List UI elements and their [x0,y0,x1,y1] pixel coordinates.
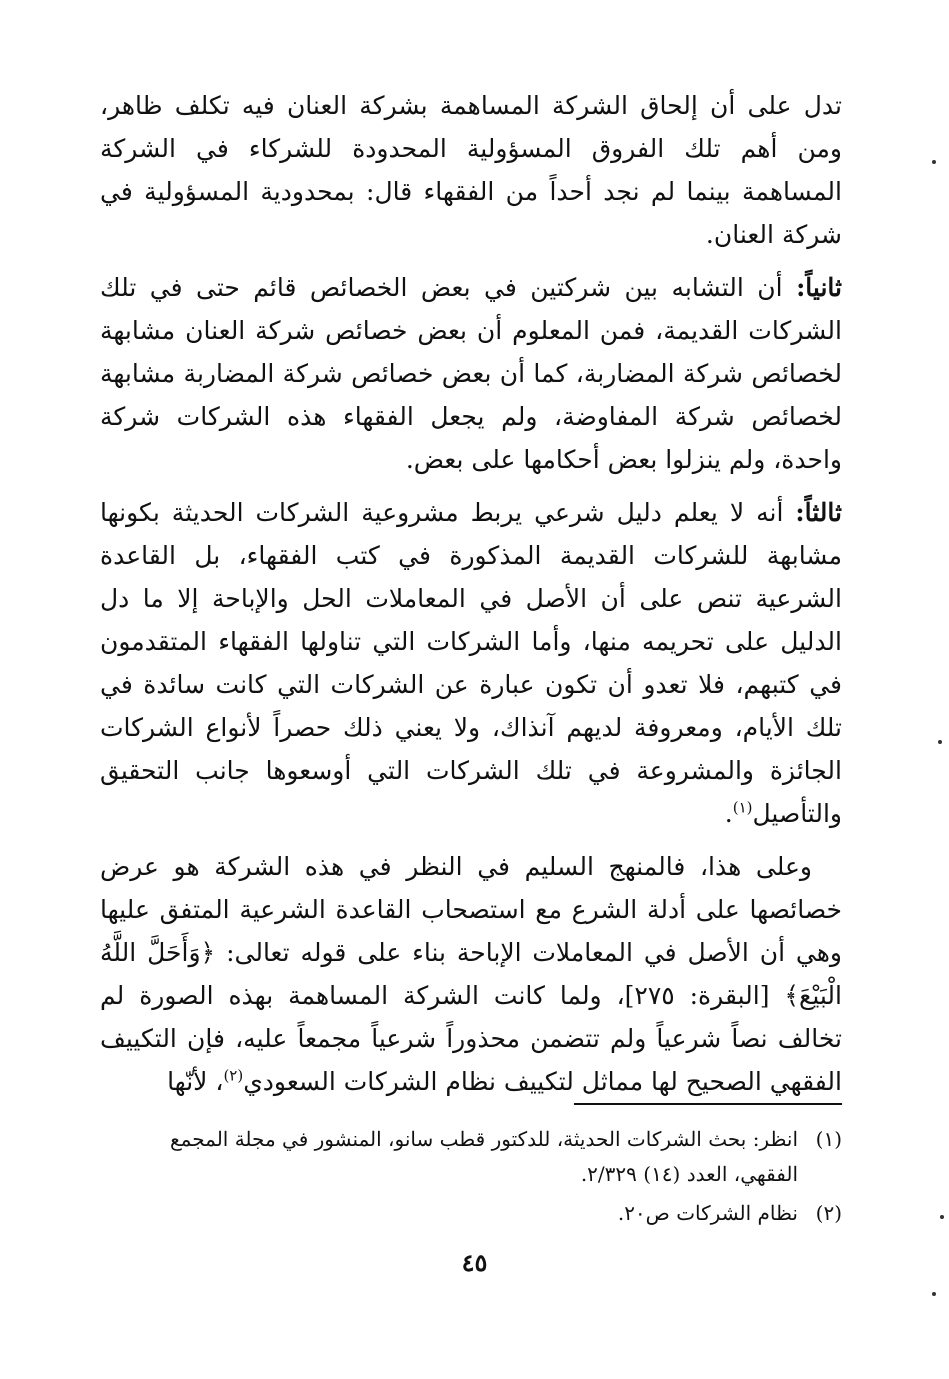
scan-speck [938,740,942,744]
footnote-2-text: نظام الشركات ص٢٠. [617,1201,798,1225]
paragraph-1-text: تدل على أن إلحاق الشركة المساهمة بشركة العنان فيه تكلف ظاهر، ومن أهم تلك الفروق المسؤولية المحدودة للشركاء في الشركة المساهمة بينما لم نجد أحداً من الفقهاء قال: بمحدودية المسؤولية في شركة العنان. [100,91,842,249]
footnote-2 [100,1196,842,1231]
scan-speck [932,1292,936,1296]
paragraph-4-text-a: وعلى هذا، فالمنهج السليم في النظر في هذه الشركة هو عرض خصائصها على أدلة الشرع مع استصحاب القاعدة الشرعية المتفق عليها وهي أن الأصل في المعاملات الإباحة بناء على قوله تعالى: [100,852,843,967]
paragraph-4-text-b: [البقرة: ٢٧٥]، ولما كانت الشركة المساهمة بهذه الصورة لم تخالف نصاً شرعياً ولم تتضمن محذوراً شرعياً مجمعاً عليه، فإن التكييف الفقهي الصحيح لها مماثل لتكييف نظام الشركات السعودي [100,981,842,1096]
paragraph-3 [100,491,842,835]
paragraph-2-text: أن التشابه بين شركتين في بعض الخصائص قائم حتى في تلك الشركات القديمة، فمن المعلوم أن بعض خصائص شركة العنان مشابهة لخصائص شركة المضاربة، كما أن بعض خصائص شركة المضاربة مشابهة لخصائص شركة المفاوضة، ولم يجعل الفقهاء هذه الشركات شركة واحدة، ولم ينزلوا بعض أحكامها على بعض. [100,273,842,474]
footnote-ref-2[interactable]: (٢) [223,1066,244,1085]
footnote-ref-1[interactable]: (١) [732,798,753,817]
paragraph-1 [100,84,842,256]
paragraph-3-end: . [724,799,733,828]
footnote-1-number: (١) [815,1127,842,1151]
paragraph-4-text-c: ، لأنّها [167,1067,224,1096]
footnotes [100,1122,842,1235]
footnote-2-number: (٢) [815,1201,842,1225]
page-number: ٤٥ [461,1248,488,1277]
scan-speck [932,160,936,164]
footnote-1 [100,1122,842,1192]
footnote-separator [574,1103,842,1105]
paragraph-3-lead: ثالثاً: [795,498,842,527]
main-text [100,84,842,1103]
paragraph-4 [100,845,842,1103]
scan-speck [940,1215,944,1219]
paragraph-3-text: أنه لا يعلم دليل شرعي يربط مشروعية الشركات الحديثة بكونها مشابهة للشركات القديمة المذكورة في كتب الفقهاء، بل القاعدة الشرعية تنص على أن الأصل في المعاملات الحل والإباحة إلا ما دل الدليل على تحريمه منها، وأما الشركات التي تناولها الفقهاء المتقدمون في كتبهم، فلا تعدو أن تكون عبارة عن الشركات التي كانت سائدة في تلك الأيام، ومعروفة لديهم آنذاك، ولا يعني ذلك حصراً لأنواع الشركات الجائزة والمشروعة في تلك الشركات التي أوسعوها جانب التحقيق والتأصيل [100,498,842,828]
paragraph-2-lead: ثانياً: [796,273,842,302]
footnote-1-text: انظر: بحث الشركات الحديثة، للدكتور قطب سانو، المنشور في مجلة المجمع الفقهي، العدد (١٤) ٢/٣٢٩. [170,1127,798,1186]
quran-verse: ﴿وَأَحَلَّ اللَّهُ الْبَيْعَ﴾ [100,938,842,1010]
paragraph-2 [100,266,842,481]
